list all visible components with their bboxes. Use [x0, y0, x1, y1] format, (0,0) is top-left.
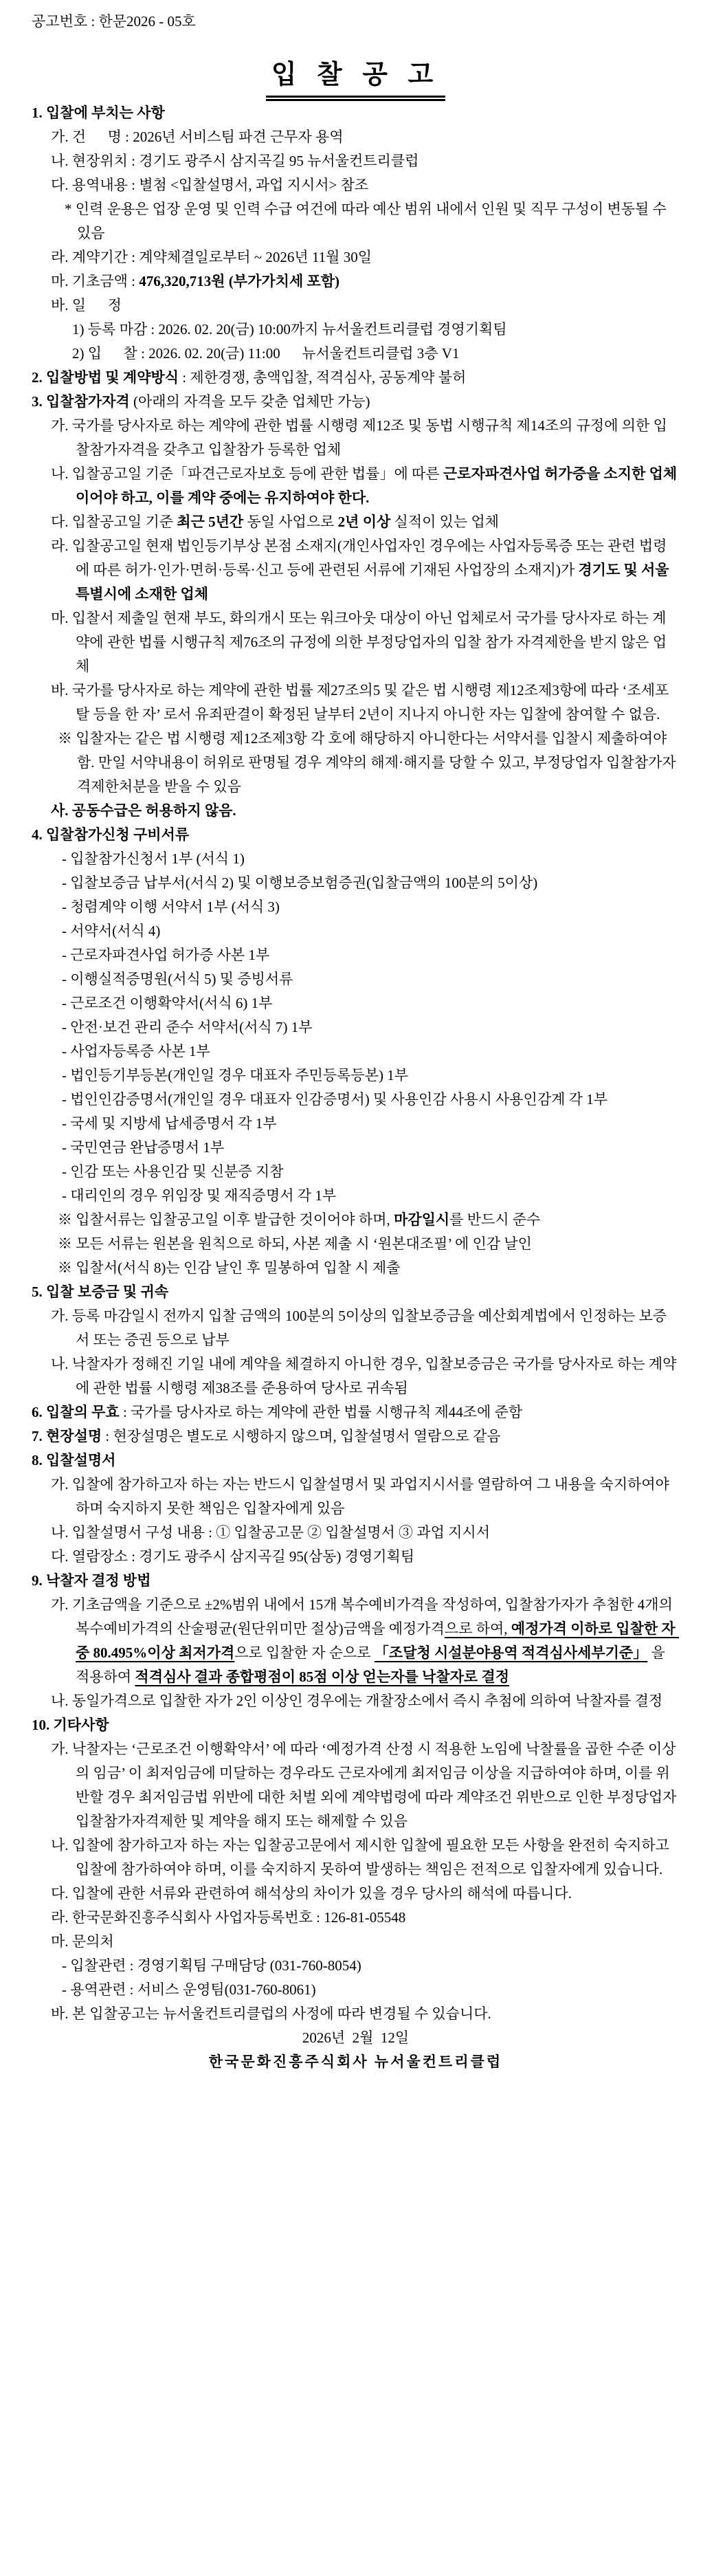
text-segment: 다. 입찰에 관한 서류와 관련하여 해석상의 차이가 있을 경우 당사의 해석에 따릅니다. [51, 1884, 572, 1902]
doc-line [32, 1521, 680, 1545]
text-segment: 가. 등록 마감일시 전까지 입찰 금액의 100분의 5이상의 입찰보증금을 예산회계법에서 인정하는 보증서 또는 증권 등으로 납부 [51, 1307, 667, 1348]
text-segment: 1) 등록 마감 : 2026. 02. 20(금) 10:00까지 뉴서울컨트리클럽 경영기획팀 [72, 320, 507, 338]
doc-line [32, 943, 680, 967]
text-segment: - 근로자파견사업 허가증 사본 1부 [62, 946, 270, 963]
doc-line [32, 1834, 680, 1882]
text-segment: 를 반드시 준수 [449, 1211, 541, 1228]
text-segment: 사. 공동수급은 허용하지 않음. [51, 802, 236, 819]
text-segment: 나. 입찰공고일 기준「파견근로자보호 등에 관한 법률」에 따른 [51, 465, 443, 482]
doc-line [32, 390, 680, 414]
doc-line [32, 679, 680, 727]
doc-line [32, 871, 680, 895]
text-segment: 적격심사 결과 종합평점이 85점 이상 얻는자를 낙찰자로 결정 [135, 1668, 510, 1685]
doc-line [32, 1713, 680, 1737]
text-segment: 6. 입찰의 무효 [32, 1403, 120, 1420]
doc-line [32, 1906, 680, 1930]
text-segment: - 서약서(서식 4) [62, 922, 161, 939]
text-segment: 4. 입찰참가신청 구비서류 [32, 826, 190, 843]
doc-line [32, 366, 680, 390]
text-segment: 라. 계약기간 : 계약체결일로부터 ~ 2026년 11월 30일 [51, 248, 372, 265]
text-segment: 8. 입찰설명서 [32, 1451, 116, 1468]
text-segment: * 인력 운용은 업장 운영 및 인력 수급 여건에 따라 예산 범위 내에서 인원 및 직무 구성이 변동될 수 있음 [65, 200, 671, 241]
doc-line [32, 1473, 680, 1521]
text-segment: 나. 현장위치 : 경기도 광주시 삼지곡길 95 뉴서울컨트리클럽 [51, 152, 419, 169]
doc-line [32, 1256, 680, 1280]
doc-line [32, 991, 680, 1015]
text-segment: 9. 낙찰자 결정 방법 [32, 1572, 151, 1589]
doc-body [32, 101, 680, 2026]
text-segment: ※ 모든 서류는 원본을 원칙으로 하되, 사본 제출 시 ‘원본대조필’ 에 인감 날인 [58, 1235, 532, 1252]
doc-line [32, 269, 680, 294]
doc-line [32, 823, 680, 847]
doc-line [32, 799, 680, 823]
doc-line [32, 1280, 680, 1304]
text-segment: 「조달청 시설분야용역 적격심사세부기준」 [374, 1644, 648, 1661]
doc-line [32, 919, 680, 943]
text-segment: 실적이 있는 업체 [390, 513, 500, 530]
text-segment: 경기도 및 서울특별시에 소재한 업체 [76, 561, 669, 602]
text-segment: - 대리인의 경우 위임장 및 재직증명서 각 1부 [62, 1187, 337, 1204]
text-segment: - 사업자등록증 사본 1부 [62, 1042, 210, 1059]
doc-line [32, 967, 680, 991]
doc-line [32, 1160, 680, 1184]
doc-line [32, 1954, 680, 1978]
doc-line [32, 1978, 680, 2002]
text-segment: - 입찰관련 : 경영기획팀 구매담당 (031-760-8054) [62, 1957, 361, 1974]
doc-line [32, 1400, 680, 1424]
doc-line [32, 197, 680, 245]
company-name: 한국문화진흥주식회사 뉴서울컨트리클럽 [208, 2053, 503, 2070]
doc-line [32, 1112, 680, 1136]
text-segment: 가. 건 명 : 2026년 서비스팀 파견 근무자 용역 [51, 128, 344, 145]
text-segment: 3. 입찰참가자격 [32, 393, 130, 410]
text-segment: 근로자파견사업 허가증을 소지한 업체이어야 하고, 이를 계약 중에는 유지하여야 한다. [76, 465, 678, 506]
text-segment: 다. 열람장소 : 경기도 광주시 삼지곡길 95(삼동) 경영기획팀 [51, 1548, 415, 1565]
doc-line [32, 414, 680, 462]
text-segment: (아래의 자격을 모두 갖춘 업체만 가능) [129, 393, 370, 410]
doc-line [32, 895, 680, 919]
doc-line [32, 1039, 680, 1064]
text-segment: 2) 입 찰 : 2026. 02. 20(금) 11:00 뉴서울컨트리클럽 3층 V1 [72, 344, 460, 362]
doc-line [32, 1064, 680, 1088]
doc-line [32, 1737, 680, 1834]
doc-line [32, 1545, 680, 1569]
doc-line [32, 847, 680, 871]
text-segment: - 국세 및 지방세 납세증명서 각 1부 [62, 1114, 277, 1132]
text-segment: 라. 입찰공고일 현재 법인등기부상 본점 소재지(개인사업자인 경우에는 사업자등록증 또는 관련 법령에 따른 허가·인가·면허·등록·신고 등에 관련된 서류에 기재된 사업장의 소재지)가 [51, 537, 667, 578]
text-segment: - 인감 또는 사용인감 및 신분증 지참 [62, 1163, 284, 1180]
doc-line [32, 534, 680, 606]
doc-line [32, 1352, 680, 1400]
text-segment: 가. 국가를 당사자로 하는 계약에 관한 법률 시행령 제12조 및 동법 시행규칙 제14조의 규정에 의한 입찰참가자격을 갖추고 입찰참가 등록한 업체 [51, 417, 667, 458]
text-segment: 476,320,713원 (부가가치세 포함) [139, 272, 340, 289]
doc-line [32, 1424, 680, 1449]
text-segment: - 법인등기부등본(개인일 경우 대표자 주민등록등본) 1부 [62, 1066, 409, 1083]
text-segment: ※ 입찰서(서식 8)는 인감 날인 후 밀봉하여 입찰 시 제출 [58, 1259, 401, 1276]
doc-date: 2026년 2월 12일 [302, 2029, 410, 2046]
text-segment: 나. 동일가격으로 입찰한 자가 2인 이상인 경우에는 개찰장소에서 즉시 추첨에 의하여 낙찰자를 결정 [51, 1692, 663, 1709]
doc-line [32, 173, 680, 197]
doc-line [32, 727, 680, 799]
text-segment: : 국가를 당사자로 하는 계약에 관한 법률 시행규칙 제44조에 준함 [119, 1403, 523, 1420]
text-segment: : 제한경쟁, 총액입찰, 적격심사, 공동계약 불허 [179, 368, 467, 386]
doc-line [32, 1569, 680, 1593]
text-segment: - 입찰참가신청서 1부 (서식 1) [62, 850, 245, 867]
text-segment: 가. 낙찰자는 ‘근로조건 이행확약서’ 에 따라 ‘예정가격 산정 시 적용한 노임에 낙찰률을 곱한 수준 이상의 임금’ 이 최저임금에 미달하는 경우라도 근로자에게 최저임금 이상을 지급하여야 하며, 이를 위반할 경우 최저임금법 위반에 대한 처벌 외에 계약법령에 따라 계약조건 위반으로 인한 부정당업자 입찰참가자격제한 및 계약을 해지 또는 해제할 수 있음 [51, 1740, 680, 1829]
doc-line [32, 1184, 680, 1208]
text-segment: 나. 낙찰자가 정해진 기일 내에 계약을 체결하지 아니한 경우, 입찰보증금은 국가를 당사자로 하는 계약에 관한 법률 시행령 제38조를 준용하여 당사로 귀속됨 [51, 1355, 677, 1396]
doc-line [32, 1136, 680, 1160]
text-segment: 다. 입찰공고일 기준 [51, 513, 177, 530]
doc-line [32, 101, 680, 125]
text-segment: - 안전·보건 관리 준수 서약서(서식 7) 1부 [62, 1018, 313, 1035]
text-segment: 다. 용역내용 : 별첨 <입찰설명서, 과업 지시서> 참조 [51, 176, 369, 193]
text-segment: ※ 입찰서류는 입찰공고일 이후 발급한 것이어야 하며, [58, 1211, 394, 1228]
text-segment: 동일 사업으로 [243, 513, 338, 530]
doc-line [32, 149, 680, 173]
doc-line [32, 1593, 680, 1689]
doc-line [32, 1015, 680, 1039]
doc-line [32, 1208, 680, 1232]
text-segment: - 이행실적증명원(서식 5) 및 증빙서류 [62, 970, 293, 987]
doc-line [32, 606, 680, 679]
text-segment: 가. 기초금액을 기준으로 ±2%범위 내에서 15개 복수예비가격을 작성하여, 입찰참가자가 추첨한 4개의 복수예비가격의 산술평균(원단위미만 절상)금액을 예정가격 [51, 1596, 677, 1637]
doc-line [32, 1232, 680, 1256]
page-title: 입 찰 공 고 [266, 60, 445, 101]
text-segment: 최근 5년간 [177, 513, 244, 530]
doc-line [32, 1449, 680, 1473]
text-segment: 1. 입찰에 부치는 사항 [32, 104, 165, 121]
text-segment: 바. 본 입찰공고는 뉴서울컨트리클럽의 사정에 따라 변경될 수 있습니다. [51, 2005, 491, 2022]
text-segment: - 입찰보증금 납부서(서식 2) 및 이행보증보험증권(입찰금액의 100분의 5이상) [62, 874, 538, 891]
doc-line [32, 510, 680, 534]
text-segment: 을 적용하여 [76, 1644, 669, 1685]
text-segment: ※ 입찰자는 같은 법 시행령 제12조제3항 각 호에 해당하지 아니한다는 서약서를 입찰시 제출하여야 함. 만일 서약내용이 허위로 판명될 경우 계약의 해제·해지를 당할 수 있고, 부정당업자 입찰참가자격제한처분을 받을 수 있음 [58, 729, 676, 795]
doc-line [32, 245, 680, 269]
text-segment: - 용역관련 : 서비스 운영팀(031-760-8061) [62, 1981, 316, 1998]
text-segment: 으로 입찰한 자 순으로 [234, 1644, 375, 1661]
doc-line [32, 2002, 680, 2026]
text-segment: : 현장설명은 별도로 시행하지 않으며, 입찰설명서 열람으로 같음 [102, 1427, 501, 1444]
doc-line [32, 342, 680, 366]
text-segment: - 법인인감증명서(개인일 경우 대표자 인감증명서) 및 사용인감 사용시 사용인감계 각 1부 [62, 1090, 607, 1108]
text-segment: 10. 기타사항 [32, 1716, 109, 1733]
text-segment: 라. 한국문화진흥주식회사 사업자등록번호 : 126-81-05548 [51, 1908, 406, 1926]
text-segment: 으로 하여, [444, 1620, 511, 1637]
text-segment: - 근로조건 이행확약서(서식 6) 1부 [62, 994, 273, 1011]
text-segment: 나. 입찰설명서 구성 내용 : ① 입찰공고문 ② 입찰설명서 ③ 과업 지시서 [51, 1523, 490, 1541]
text-segment: - 국민연금 완납증명서 1부 [62, 1138, 225, 1156]
doc-line [32, 1304, 680, 1352]
doc-line [32, 1882, 680, 1906]
text-segment: 5. 입찰 보증금 및 귀속 [32, 1283, 169, 1300]
text-segment: 마. 기초금액 : [51, 272, 140, 289]
text-segment: 7. 현장설명 [32, 1427, 102, 1444]
doc-line [32, 1930, 680, 1954]
text-segment: - 청렴계약 이행 서약서 1부 (서식 3) [62, 898, 280, 915]
text-segment: 가. 입찰에 참가하고자 하는 자는 반드시 입찰설명서 및 과업지시서를 열람하여 그 내용을 숙지하여야 하며 숙지하지 못한 책임은 입찰자에게 있음 [51, 1475, 673, 1517]
text-segment: 나. 입찰에 참가하고자 하는 자는 입찰공고문에서 제시한 입찰에 필요한 모든 사항을 완전히 숙지하고 입찰에 참가하여야 하며, 이를 숙지하지 못하여 발생하는 책임은 전적으로 입찰자에게 있습니다. [51, 1836, 673, 1878]
notice-number: 공고번호 : 한문2026 - 05호 [32, 13, 196, 30]
text-segment: 마. 문의처 [51, 1933, 114, 1950]
title-wrap [32, 60, 680, 101]
text-segment: 2. 입찰방법 및 계약방식 [32, 368, 179, 386]
doc-line [32, 318, 680, 342]
text-segment: 바. 일 정 [51, 296, 122, 313]
doc-line [32, 1689, 680, 1713]
doc-line [32, 294, 680, 318]
doc-line [32, 462, 680, 510]
text-segment: 바. 국가를 당사자로 하는 계약에 관한 법률 제27조의5 및 같은 법 시행령 제12조제3항에 따라 ‘조세포탈 등을 한 자’ 로서 유죄판결이 확정된 날부터 2년이 지나지 아니한 자는 입찰에 참여할 수 없음. [51, 681, 669, 723]
text-segment: 2년 이상 [337, 513, 391, 530]
text-segment: 예정가격 이하로 입찰한 자 중 80.495%이상 최저가격 [76, 1620, 679, 1661]
text-segment: 마. 입찰서 제출일 현재 부도, 화의개시 또는 워크아웃 대상이 아닌 업체로서 국가를 당사자로 하는 계약에 관한 법률 시행규칙 제76조의 규정에 의한 부정당업자의 입찰 참가 자격제한을 받지 않은 업체 [51, 609, 667, 674]
doc-line [32, 1088, 680, 1112]
doc-line [32, 125, 680, 149]
text-segment: 마감일시 [394, 1211, 450, 1228]
